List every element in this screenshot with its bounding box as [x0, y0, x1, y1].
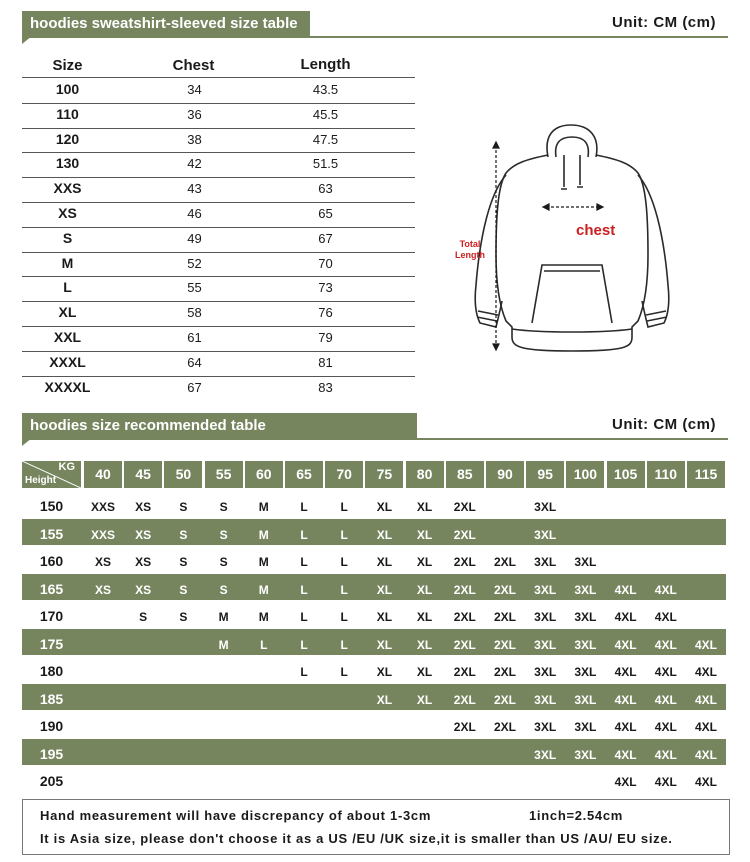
size-cell: 4XL — [654, 692, 677, 707]
chest-arrow-left — [543, 204, 549, 210]
size-cell: M — [258, 500, 269, 514]
size-cell: 2XL — [493, 555, 516, 569]
size-cell: 4XL — [614, 637, 637, 652]
size-cell: 4XL — [614, 692, 637, 707]
chest-cell: 55 — [187, 280, 202, 296]
size-cell: 4XL — [694, 692, 717, 707]
size-cell: 3XL — [574, 665, 597, 679]
kg-header-cell: 90 — [486, 461, 524, 488]
chest-cell: 49 — [187, 230, 202, 246]
note-asia-size: It is Asia size, please don't choose it as a US /EU /UK size,it is smaller than US /AU/ EU size. — [40, 831, 673, 846]
rec-table-unit: Unit: CM (cm) — [612, 416, 716, 433]
size-cell: 3XL — [534, 637, 557, 652]
size-cell: 4XL — [614, 775, 637, 789]
size-cell: 3XL — [574, 692, 597, 707]
size-cell: 4XL — [614, 720, 637, 734]
size-cell: L — [300, 500, 308, 514]
corner-height: Height — [25, 475, 57, 486]
size-cell: XL — [416, 692, 433, 707]
size-cell: M — [218, 637, 229, 652]
note-discrepancy: Hand measurement will have discrepancy of about 1-3cm — [40, 808, 432, 823]
size-cell: 3XL — [574, 610, 597, 624]
length-cell: 79 — [318, 330, 333, 345]
size-cell: 4XL — [694, 665, 717, 679]
size-cell: L — [340, 665, 348, 679]
size-cell: 3XL — [574, 720, 597, 734]
height-cell: 160 — [39, 553, 64, 569]
size-cell: 4XL — [654, 665, 677, 679]
header-length: Length — [300, 56, 351, 73]
chest-cell: 42 — [187, 156, 202, 172]
length-cell: 47.5 — [312, 131, 339, 147]
size-cell: XL — [376, 527, 393, 542]
size-cell: 3XL — [534, 720, 557, 734]
kg-header-cell: 40 — [84, 461, 122, 488]
kg-header-cell: 50 — [164, 461, 202, 488]
size-cell: 2XL — [493, 582, 516, 597]
size-cell: 2XL — [493, 665, 516, 679]
size-cell: S — [62, 229, 73, 246]
size-cell: 4XL — [614, 582, 637, 597]
table-row — [22, 301, 415, 327]
kg-header-cell: 110 — [647, 461, 685, 488]
size-cell: 110 — [56, 105, 79, 122]
length-cell: 43.5 — [312, 82, 339, 97]
size-cell: L — [300, 555, 308, 569]
size-cell: M — [218, 610, 229, 624]
height-cell: 155 — [39, 525, 64, 542]
length-cell: 73 — [318, 280, 333, 296]
height-cell: 205 — [39, 773, 64, 789]
size-cell: XL — [416, 665, 433, 679]
size-cell: L — [63, 279, 72, 296]
note-inch: 1inch=2.54cm — [529, 808, 624, 823]
size-cell: XL — [376, 610, 393, 624]
length-arrow-top — [493, 142, 499, 148]
size-cell: 4XL — [654, 747, 677, 762]
size-cell: XXL — [53, 329, 82, 345]
size-cell: XL — [416, 500, 433, 514]
size-cell: XL — [416, 527, 433, 542]
header-size: Size — [52, 57, 83, 74]
size-cell: 2XL — [453, 692, 476, 707]
chest-cell: 36 — [187, 106, 202, 122]
size-cell: M — [258, 527, 269, 542]
height-cell: 185 — [39, 690, 64, 707]
kg-header-cell: 100 — [566, 461, 604, 488]
size-cell: 3XL — [534, 747, 557, 762]
size-cell: 3XL — [534, 582, 557, 597]
size-cell: M — [258, 582, 269, 597]
chest-cell: 34 — [187, 82, 202, 97]
size-cell: S — [139, 610, 148, 624]
size-cell: L — [300, 665, 308, 679]
size-cell: S — [219, 555, 228, 569]
size-cell: XS — [135, 527, 152, 542]
size-cell: 2XL — [493, 720, 516, 734]
size-cell: 2XL — [453, 582, 476, 597]
size-cell: 4XL — [614, 665, 637, 679]
size-cell: 3XL — [534, 665, 557, 679]
size-cell: S — [179, 500, 188, 514]
size-cell: XS — [135, 555, 152, 569]
size-cell: 4XL — [614, 610, 637, 624]
size-cell: 2XL — [453, 720, 476, 734]
size-cell: 4XL — [614, 747, 637, 762]
size-cell: XXS — [90, 527, 115, 542]
hoodie-diagram — [440, 115, 705, 360]
rec-table-title: hoodies size recommended table — [30, 417, 266, 434]
total-length-label-1: Total — [459, 239, 481, 249]
kg-header-cell: 85 — [446, 461, 484, 488]
chest-label: chest — [576, 222, 616, 239]
chest-cell: 64 — [187, 354, 202, 370]
size-cell: L — [340, 555, 348, 569]
size-table-title: hoodies sweatshirt-sleeved size table — [30, 15, 298, 32]
hoodie-body — [496, 155, 648, 351]
table-row — [22, 202, 415, 228]
hoodie-hood — [547, 125, 597, 157]
length-cell: 51.5 — [312, 156, 339, 172]
table-row — [22, 351, 415, 377]
kg-header-cell: 105 — [607, 461, 645, 488]
length-cell: 63 — [318, 181, 333, 197]
chest-cell: 67 — [187, 379, 202, 395]
size-cell: 2XL — [493, 692, 516, 707]
size-cell: XL — [376, 692, 393, 707]
notes-box — [22, 799, 730, 855]
table-row — [22, 376, 415, 401]
table-row — [22, 177, 415, 203]
size-cell: L — [300, 582, 308, 597]
size-cell: L — [260, 637, 268, 652]
size-cell: S — [179, 582, 188, 597]
corner-cell — [22, 461, 81, 488]
hoodie-pocket — [532, 265, 612, 323]
corner-kg: KG — [58, 461, 75, 473]
size-cell: 2XL — [453, 555, 476, 569]
size-cell: 3XL — [534, 692, 557, 707]
size-cell: 2XL — [453, 637, 476, 652]
size-cell: M — [258, 610, 269, 624]
length-cell: 76 — [318, 305, 333, 321]
size-cell: XL — [376, 637, 393, 652]
size-cell: 3XL — [574, 637, 597, 652]
size-cell: S — [219, 527, 228, 542]
size-cell: L — [300, 527, 308, 542]
kg-header-cell: 70 — [325, 461, 363, 488]
size-cell: XL — [416, 582, 433, 597]
size-cell: M — [258, 555, 269, 569]
size-cell: 4XL — [694, 637, 717, 652]
size-cell: L — [340, 637, 348, 652]
size-cell: XL — [376, 582, 393, 597]
size-cell: XS — [58, 205, 77, 221]
header-chest: Chest — [172, 57, 215, 74]
size-cell: 2XL — [493, 637, 516, 652]
size-cell: XXS — [90, 500, 115, 514]
height-cell: 175 — [39, 635, 64, 652]
size-cell: 120 — [55, 130, 80, 147]
chest-cell: 52 — [187, 255, 202, 271]
size-cell: XL — [376, 665, 393, 679]
size-cell: 130 — [55, 155, 80, 172]
size-table-unit: Unit: CM (cm) — [612, 14, 716, 31]
size-cell: 4XL — [694, 775, 717, 789]
size-cell: L — [300, 637, 308, 652]
kg-header-cell: 115 — [687, 461, 725, 488]
height-cell: 165 — [39, 580, 64, 597]
size-cell: 3XL — [574, 747, 597, 762]
kg-header-cell: 60 — [245, 461, 283, 488]
chest-cell: 61 — [187, 330, 202, 345]
size-cell: 4XL — [654, 610, 677, 624]
size-cell: S — [179, 527, 188, 542]
size-cell: 2XL — [453, 665, 476, 679]
size-cell: XL — [416, 610, 433, 624]
size-cell: 100 — [55, 81, 80, 97]
size-cell: L — [340, 582, 348, 597]
size-cell: 4XL — [694, 747, 717, 762]
table-row — [22, 78, 415, 104]
size-cell: 4XL — [654, 720, 677, 734]
chest-cell: 38 — [187, 131, 202, 147]
size-cell: 3XL — [534, 527, 557, 542]
size-cell: XXS — [53, 180, 82, 197]
table-row — [22, 276, 415, 302]
size-cell: XL — [416, 637, 433, 652]
size-cell: 3XL — [534, 610, 557, 624]
table-row — [22, 227, 415, 253]
size-cell: 2XL — [493, 610, 516, 624]
height-cell: 180 — [39, 663, 64, 679]
size-cell: S — [219, 500, 228, 514]
size-cell: S — [219, 582, 228, 597]
kg-header-cell: 80 — [406, 461, 444, 488]
kg-header-cell: 95 — [526, 461, 564, 488]
size-cell: XS — [94, 555, 111, 569]
size-cell: S — [179, 610, 188, 624]
size-cell: 2XL — [453, 500, 476, 514]
size-cell: L — [340, 610, 348, 624]
length-cell: 83 — [318, 379, 333, 395]
size-cell: XL — [58, 304, 77, 321]
size-cell: XS — [94, 582, 111, 597]
rec-table-banner-tab — [22, 438, 32, 446]
size-cell: 3XL — [534, 500, 557, 514]
size-cell: 4XL — [654, 582, 677, 597]
size-cell: XL — [376, 555, 393, 569]
size-cell: XXXXL — [44, 378, 91, 395]
size-cell: 4XL — [694, 720, 717, 734]
length-cell: 67 — [318, 230, 333, 246]
height-cell: 170 — [39, 608, 64, 624]
size-cell: 3XL — [574, 555, 597, 569]
size-cell: XXXL — [49, 353, 86, 370]
size-cell: XL — [416, 555, 433, 569]
size-cell: XL — [376, 500, 393, 514]
kg-header-cell: 75 — [365, 461, 403, 488]
kg-header-cell: 55 — [205, 461, 243, 488]
hoodie-right-sleeve — [638, 175, 669, 327]
length-cell: 65 — [318, 206, 333, 221]
size-cell: L — [340, 500, 348, 514]
chest-cell: 58 — [187, 305, 202, 321]
size-cell: L — [300, 610, 308, 624]
total-length-label-2: Length — [455, 250, 485, 260]
size-cell: M — [61, 254, 74, 271]
size-cell: 3XL — [574, 582, 597, 597]
rec-table-banner-line — [22, 438, 728, 440]
length-arrow-bottom — [493, 344, 499, 350]
size-cell: 4XL — [654, 775, 677, 789]
chest-cell: 43 — [187, 181, 202, 197]
chest-arrow-right — [597, 204, 603, 210]
size-table-banner-tab — [22, 36, 32, 44]
height-cell: 190 — [39, 718, 64, 734]
size-cell: 2XL — [453, 610, 476, 624]
size-cell: 3XL — [534, 555, 557, 569]
size-cell: L — [340, 527, 348, 542]
length-cell: 81 — [318, 354, 333, 370]
table-row — [22, 152, 415, 178]
chest-cell: 46 — [187, 206, 202, 221]
table-row — [22, 103, 415, 129]
kg-header-cell: 45 — [124, 461, 162, 488]
height-cell: 150 — [39, 498, 64, 514]
table-row — [22, 128, 415, 154]
size-cell: 2XL — [453, 527, 476, 542]
length-cell: 45.5 — [312, 106, 339, 122]
length-cell: 70 — [318, 255, 333, 271]
size-cell: 4XL — [654, 637, 677, 652]
size-table-banner-line — [22, 36, 728, 38]
table-row — [22, 326, 415, 352]
size-cell: S — [179, 555, 188, 569]
height-cell: 195 — [39, 745, 64, 762]
kg-header-cell: 65 — [285, 461, 323, 488]
size-cell: XS — [135, 582, 152, 597]
table-row — [22, 252, 415, 278]
size-cell: XS — [135, 500, 152, 514]
